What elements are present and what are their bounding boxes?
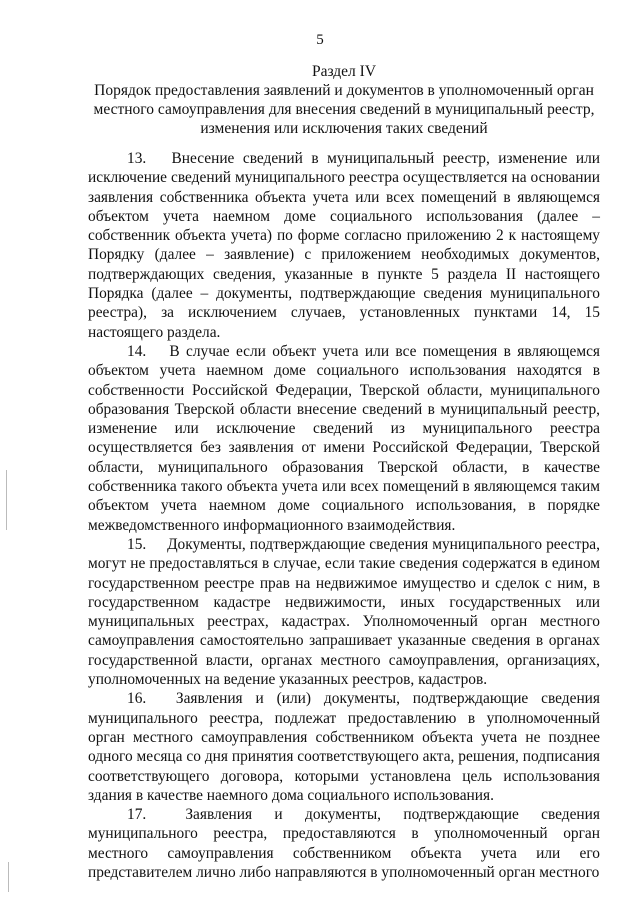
paragraph-text: Заявления и (или) документы, подтверждающие сведения муниципального реестра, подлежат предоставлению в уполномоченный орган местного самоуправления собственником объекта учета не позднее одного месяца со дня принятия соответствующего акта, решения, подписания соответствующего договора, которыми установлена цель использования здания в качестве наемного дома социального использования. [88, 690, 600, 804]
section-label: Раздел IV [311, 63, 377, 80]
section-heading [88, 62, 600, 138]
paragraph-text: В случае если объект учета или все помещения в являющемся объектом учета наемном доме социального использования находятся в собственности Российской Федерации, Тверской области, муниципального образования Тверской области внесение сведений в муниципальный реестр, изменение или исключение сведений из муниципального реестра осуществляется без заявления от имени Российской Федерации, Тверской области, муниципального образования Тверской области, в качестве собственника такого объекта учета или всех помещений в являющемся таким объектом учета наемном доме социального использования, в порядке межведомственного информационного взаимодействия. [88, 342, 600, 534]
section-title-line: изменения или исключения таких сведений [200, 120, 488, 137]
paragraph-15 [88, 535, 600, 689]
scan-artifact [6, 470, 7, 530]
paragraph-number: 16. [127, 690, 147, 708]
paragraph-16 [88, 689, 600, 805]
paragraph-number: 15. [127, 535, 147, 553]
paragraph-text: Внесение сведений в муниципальный реестр, изменение или исключение сведений муниципального реестра осуществляется на основании заявления собственника объекта учета или всех помещений в являющемся объектом учета наемном доме социального использования (далее – собственник объекта учета) по форме согласно приложению 2 к настоящему Порядку (далее – заявление) с приложением необходимых документов, подтверждающих сведения, указанные в пункте 5 раздела II настоящего Порядка (далее – документы, подтверждающие сведения муниципального реестра), за исключением случаев, установленных пунктами 14, 15 настоящего раздела. [88, 150, 600, 341]
section-title-line: местного самоуправления для внесения сведений в муниципальный реестр, [93, 101, 595, 118]
paragraph-13 [88, 149, 600, 342]
paragraph-text: Заявления и документы, подтверждающие сведения муниципального реестра, предоставляются в уполномоченный орган местного самоуправления собственником объекта учета или его представителем лично либо направляются в уполномоченный орган местного [88, 806, 600, 881]
paragraph-text: Документы, подтверждающие сведения муниципального реестра, могут не предоставляться в случае, если такие сведения содержатся в едином государственном реестре прав на недвижимое имущество и сделок с ним, в государственном кадастре недвижимости, иных государственных или муниципальных реестрах, кадастрах. Уполномоченный орган местного самоуправления самостоятельно запрашивает указанные сведения в органах государственной власти, органах местного самоуправления, организациях, уполномоченных на ведение указанных реестров, кадастров. [88, 535, 600, 689]
paragraph-number: 17. [127, 806, 147, 824]
section-title-line: Порядок предоставления заявлений и документов в уполномоченный орган [94, 82, 594, 99]
paragraph-number: 14. [127, 342, 147, 360]
paragraph-14 [88, 342, 600, 535]
paragraph-number: 13. [127, 150, 147, 167]
paragraph-17 [88, 805, 600, 882]
scan-artifact [8, 862, 9, 892]
page-number: 5 [316, 32, 324, 48]
document-body [88, 149, 600, 882]
